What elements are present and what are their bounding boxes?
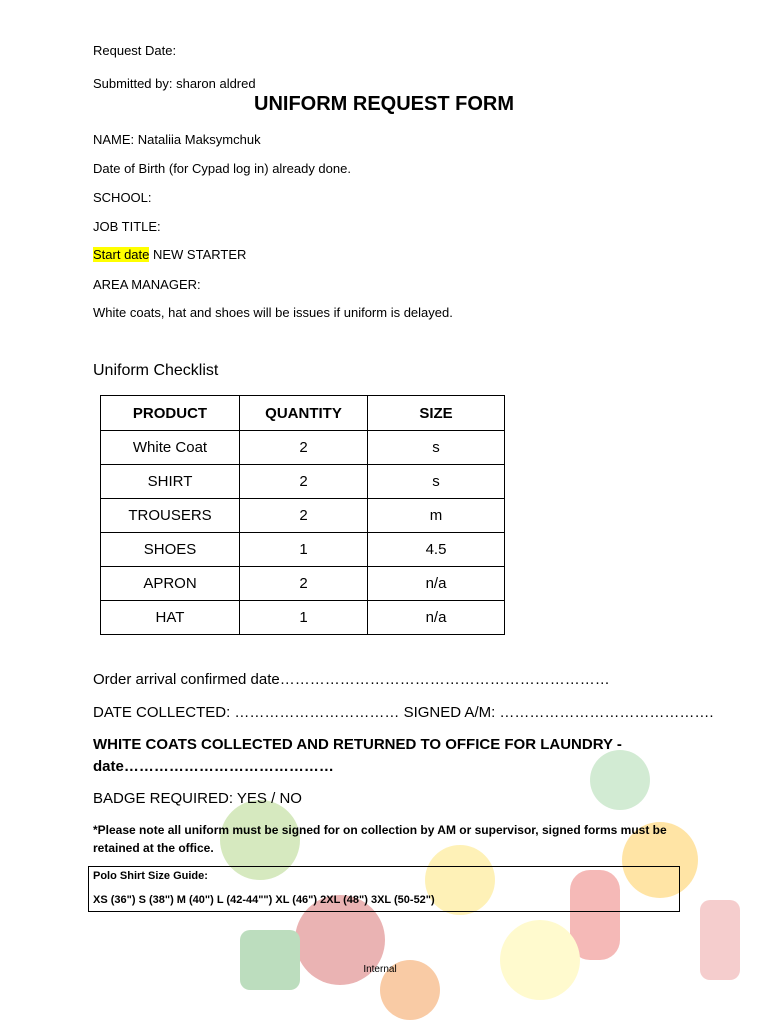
name-field: NAME: Nataliia Maksymchuk (93, 132, 261, 147)
footer-classification: Internal (363, 964, 397, 975)
quantity-cell: 2 (240, 465, 368, 499)
quantity-cell: 2 (240, 567, 368, 601)
quantity-cell: 2 (240, 431, 368, 465)
uniform-delay-notice: White coats, hat and shoes will be issues if uniform is delayed. (93, 305, 453, 320)
table-header-row (101, 396, 505, 431)
product-cell: APRON (101, 567, 240, 601)
date-collected-line: DATE COLLECTED: …………………………… SIGNED A/M: ……………………………………. (93, 704, 714, 721)
product-cell: HAT (101, 601, 240, 635)
table-row (101, 601, 505, 635)
size-cell: s (368, 431, 505, 465)
table-row (101, 465, 505, 499)
submitted-by: Submitted by: sharon aldred (93, 76, 256, 91)
product-cell: SHIRT (101, 465, 240, 499)
polo-guide-title: Polo Shirt Size Guide: (93, 870, 208, 882)
area-manager-field: AREA MANAGER: (93, 277, 201, 292)
product-cell: TROUSERS (101, 499, 240, 533)
signature-note: *Please note all uniform must be signed for on collection by AM or supervisor, signed forms must be retained at the office. (93, 823, 667, 855)
checklist-heading: Uniform Checklist (93, 362, 219, 379)
size-cell: n/a (368, 601, 505, 635)
start-date-label: Start date (93, 247, 150, 262)
quantity-cell: 2 (240, 499, 368, 533)
dob-field: Date of Birth (for Cypad log in) already done. (93, 161, 351, 176)
table-row (101, 533, 505, 567)
polo-size-guide (88, 866, 680, 912)
column-header-size: SIZE (368, 396, 505, 431)
request-date-label: Request Date: (93, 43, 177, 58)
quantity-cell: 1 (240, 601, 368, 635)
badge-required-line: BADGE REQUIRED: YES / NO (93, 790, 302, 807)
white-coats-line-2: date…………………………………… (93, 758, 334, 775)
product-cell: White Coat (101, 431, 240, 465)
start-date-value: NEW STARTER (149, 247, 247, 262)
start-date-field (93, 247, 246, 262)
form-title: UNIFORM REQUEST FORM (254, 93, 514, 115)
table-row (101, 567, 505, 601)
size-cell: n/a (368, 567, 505, 601)
job-title-field: JOB TITLE: (93, 219, 161, 234)
column-header-product: PRODUCT (101, 396, 240, 431)
school-field: SCHOOL: (93, 190, 152, 205)
polo-guide-sizes: XS (36") S (38") M (40") L (42-44"") XL (46") 2XL (48") 3XL (50-52") (93, 894, 435, 906)
quantity-cell: 1 (240, 533, 368, 567)
table-row (101, 431, 505, 465)
table-row (101, 499, 505, 533)
size-cell: m (368, 499, 505, 533)
size-cell: s (368, 465, 505, 499)
white-coats-line-1: WHITE COATS COLLECTED AND RETURNED TO OFFICE FOR LAUNDRY - (93, 736, 622, 753)
size-cell: 4.5 (368, 533, 505, 567)
product-cell: SHOES (101, 533, 240, 567)
order-arrival-line: Order arrival confirmed date………………………………………………………… (93, 671, 610, 688)
uniform-checklist-table (100, 395, 505, 635)
column-header-quantity: QUANTITY (240, 396, 368, 431)
